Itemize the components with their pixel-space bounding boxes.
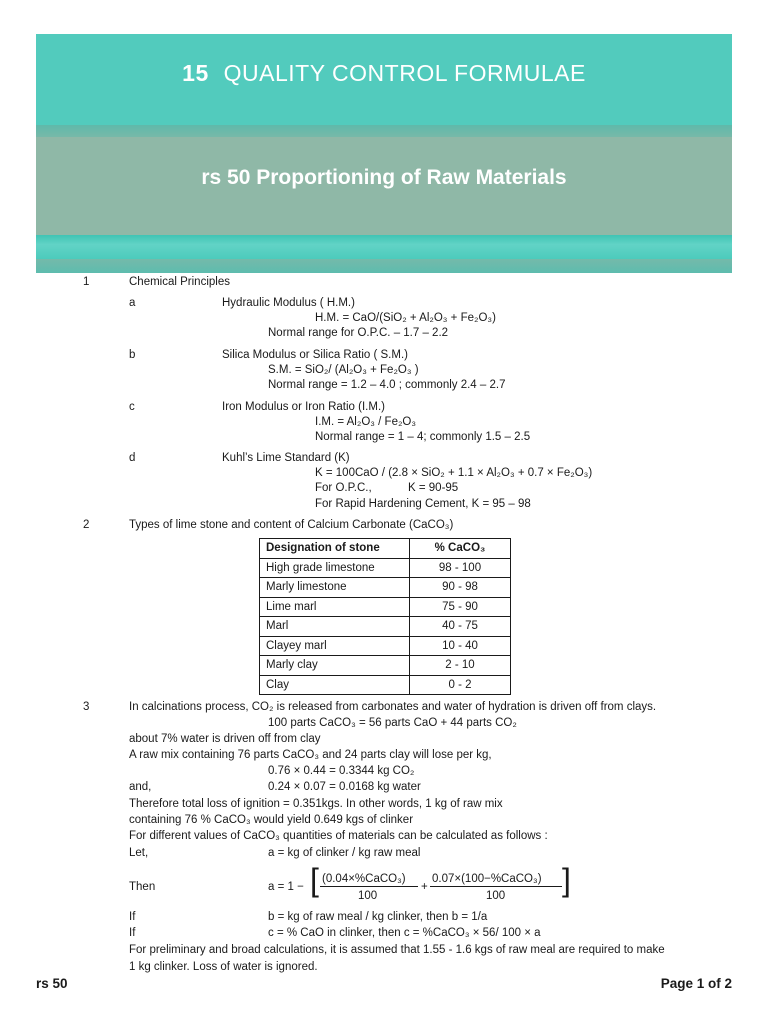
table-row (260, 558, 511, 578)
item-b-letter: b (129, 349, 136, 361)
chapter-title: QUALITY CONTROL FORMULAE (223, 60, 586, 86)
item-d-letter: d (129, 452, 136, 464)
if-c-label: If (129, 927, 136, 939)
table-cell-caco3: 2 - 10 (410, 656, 511, 676)
table-row (260, 675, 511, 695)
table-cell-caco3: 90 - 98 (410, 578, 511, 598)
chapter-header (36, 34, 732, 259)
item-a-range: Normal range for O.P.C. – 1.7 – 2.2 (268, 327, 449, 339)
table-cell-designation: Clay (260, 675, 410, 695)
table-cell-caco3: 75 - 90 (410, 597, 511, 617)
section-title: rs 50 Proportioning of Raw Materials (201, 166, 567, 189)
raw-mix-statement: A raw mix containing 76 parts CaCO₃ and 24 parts clay will lose per kg, (129, 749, 492, 761)
item-a-name: Hydraulic Modulus ( H.M.) (222, 297, 355, 309)
table-cell-caco3: 10 - 40 (410, 636, 511, 656)
section-3-number: 3 (83, 701, 90, 713)
water-driven-off: about 7% water is driven off from clay (129, 733, 321, 745)
table-row (260, 578, 511, 598)
table-cell-designation: Lime marl (260, 597, 410, 617)
table-cell-caco3: 40 - 75 (410, 617, 511, 637)
definition-a: a = kg of clinker / kg raw meal (268, 847, 421, 859)
calcination-intro: In calcinations process, CO₂ is released from carbonates and water of hydration is driven off from clays. (129, 701, 657, 713)
table-cell-designation: Marly limestone (260, 578, 410, 598)
table-cell-designation: Marly clay (260, 656, 410, 676)
let-label: Let, (129, 847, 149, 859)
item-c-range: Normal range = 1 – 4; commonly 1.5 – 2.5 (315, 431, 531, 443)
section-2-number: 2 (83, 519, 90, 531)
fraction-1-numerator: (0.04×%CaCO₃) (322, 873, 406, 885)
fraction-2-denominator: 100 (486, 890, 506, 902)
table-cell-designation: Clayey marl (260, 636, 410, 656)
item-d-formula: K = 100CaO / (2.8 × SiO₂ + 1.1 × Al₂O₃ + 0.7 × Fe₂O₃) (315, 467, 593, 479)
total-loss-statement: Therefore total loss of ignition = 0.351kgs. In other words, 1 kg of raw mix (129, 798, 503, 810)
table-row (260, 597, 511, 617)
fraction-2-bar (430, 886, 562, 887)
formula-plus: + (421, 881, 428, 893)
table-header-designation: Designation of stone (260, 539, 410, 559)
item-d-opc-value: K = 90-95 (408, 482, 459, 494)
item-a-formula: H.M. = CaO/(SiO₂ + Al₂O₃ + Fe₂O₃) (315, 312, 496, 324)
section-2-title: Types of lime stone and content of Calcium Carbonate (CaCO₃) (129, 519, 454, 531)
formula-lhs: a = 1 − (268, 881, 304, 893)
item-b-name: Silica Modulus or Silica Ratio ( S.M.) (222, 349, 408, 361)
item-a-letter: a (129, 297, 136, 309)
item-d-name: Kuhl’s Lime Standard (K) (222, 452, 350, 464)
section-1-number: 1 (83, 276, 90, 288)
formula-left-bracket: [ (310, 862, 319, 898)
footer-section-ref: rs 50 (36, 976, 68, 991)
water-loss-calc: 0.24 × 0.07 = 0.0168 kg water (268, 781, 421, 793)
footer-page-number: Page 1 of 2 (660, 976, 732, 991)
section-1-title: Chemical Principles (129, 276, 230, 288)
co2-loss-calc: 0.76 × 0.44 = 0.3344 kg CO₂ (268, 765, 415, 777)
caco3-decomposition: 100 parts CaCO₃ = 56 parts CaO + 44 parts CO₂ (268, 717, 517, 729)
chapter-title-line (36, 60, 732, 87)
fraction-1-denominator: 100 (358, 890, 378, 902)
if-b-label: If (129, 911, 136, 923)
table-cell-designation: Marl (260, 617, 410, 637)
section-band-bottom (36, 235, 732, 259)
item-c-letter: c (129, 401, 135, 413)
definition-b: b = kg of raw meal / kg clinker, then b = 1/a (268, 911, 488, 923)
limestone-table (259, 538, 511, 695)
preliminary-note-cont: 1 kg clinker. Loss of water is ignored. (129, 961, 318, 973)
table-row (260, 636, 511, 656)
table-cell-caco3: 0 - 2 (410, 675, 511, 695)
item-b-range: Normal range = 1.2 – 4.0 ; commonly 2.4 – 2.7 (268, 379, 506, 391)
table-row (260, 656, 511, 676)
table-row (260, 617, 511, 637)
fraction-2-numerator: 0.07×(100−%CaCO₃) (432, 873, 542, 885)
clinker-yield-statement: containing 76 % CaCO₃ would yield 0.649 kgs of clinker (129, 814, 414, 826)
and-label: and, (129, 781, 152, 793)
item-d-opc-label: For O.P.C., (315, 482, 372, 494)
item-d-rapid: For Rapid Hardening Cement, K = 95 – 98 (315, 498, 531, 510)
item-c-name: Iron Modulus or Iron Ratio (I.M.) (222, 401, 385, 413)
chapter-number: 15 (182, 60, 209, 86)
table-header-caco3: % CaCO₃ (410, 539, 511, 559)
definition-c: c = % CaO in clinker, then c = %CaCO₃ × 56/ 100 × a (268, 927, 541, 939)
table-cell-designation: High grade limestone (260, 558, 410, 578)
formula-right-bracket: ] (562, 862, 571, 898)
preliminary-note: For preliminary and broad calculations, it is assumed that 1.55 - 1.6 kgs of raw meal are required to make (129, 944, 665, 956)
then-label: Then (129, 881, 156, 893)
table-cell-caco3: 98 - 100 (410, 558, 511, 578)
fraction-1-bar (320, 886, 418, 887)
calculation-intro: For different values of CaCO₃ quantities of materials can be calculated as follows : (129, 830, 548, 842)
item-b-formula: S.M. = SiO₂/ (Al₂O₃ + Fe₂O₃ ) (268, 364, 419, 376)
table-header-row (260, 539, 511, 559)
item-c-formula: I.M. = Al₂O₃ / Fe₂O₃ (315, 416, 417, 428)
